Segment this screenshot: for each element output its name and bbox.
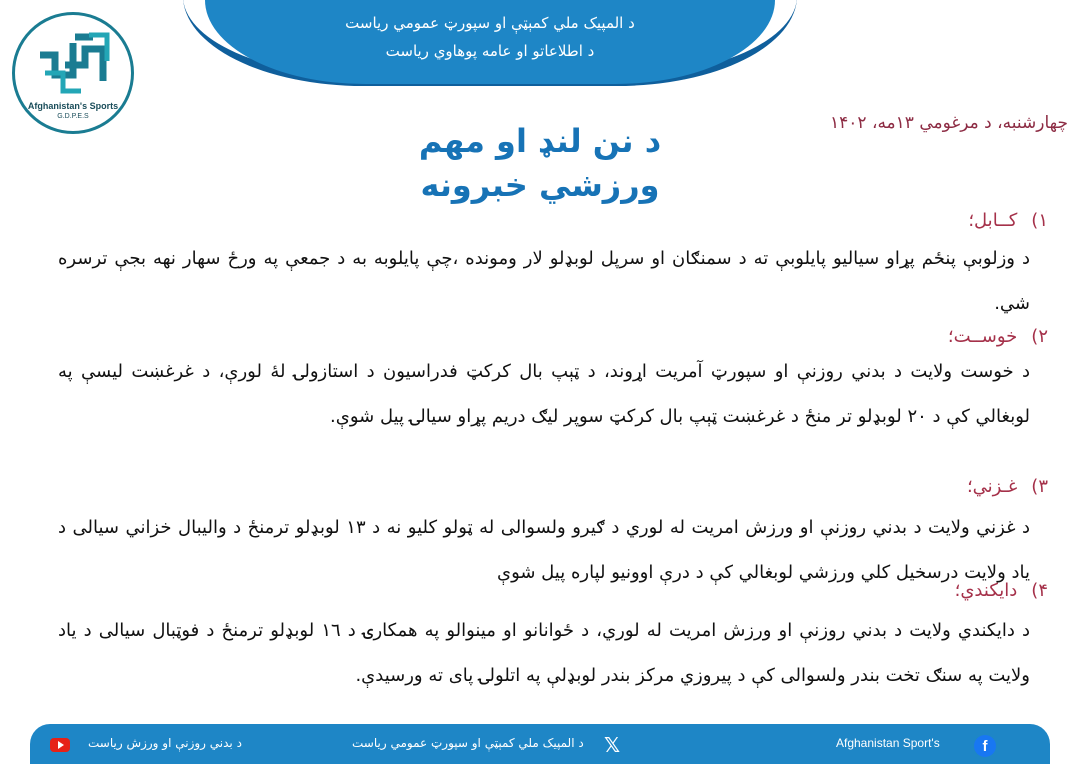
gdpes-logo <box>12 12 134 134</box>
section-number: ۳) <box>1031 476 1048 497</box>
section-body-ghazni: د غزني ولایت د بدني روزنې او ورزش امریت له لوري د ګیرو ولسوالی له ټولو کلیو نه د ۱۳ لوبډلو ترمنځ د والیبال خزاني سیالی د یاد ولایت درسخیل کلي ورزشي لوبغالي کې د درې اوونیو لپاره پیل شوې <box>58 517 1031 583</box>
footer-facebook-label: Afghanistan Sport's <box>836 736 940 750</box>
section-title: کــابل؛ <box>968 210 1018 231</box>
section-title: دایکندي؛ <box>954 580 1018 601</box>
section-body-khost: د خوست ولایت د بدني روزنې او سپورټ آمریت اړوند، د ټېپ بال کرکټ فدراسیون د استازولۍ لهٔ لورې، د غرغښت لیسې په لوبغالي کې د ۲۰ لوبډلو تر منځ د غرغښت ټېپ بال کرکټ سوپر لیګ دریم پړاو سیالۍ پیل شوې. <box>58 361 1030 427</box>
header-line-2: د اطلاعاتو او عامه پوهاوي ریاست <box>385 42 595 60</box>
page-title-line-1: د نن لنډ او مهم <box>418 122 662 160</box>
section-number: ۴) <box>1031 580 1048 601</box>
section-heading-ghazni <box>967 476 1048 497</box>
section-heading-daikundi <box>955 580 1048 601</box>
facebook-icon[interactable]: f <box>974 735 996 757</box>
section-body-kabul: د وزلوبې پنځم پړاو سیالیو پایلوبې ته د سمنګان او سرپل لوبډلو لار وموندە ،چې پایلوبه به د جمعې په ورځ سهار نهه بجې ترسره شي. <box>58 248 1030 314</box>
footer-youtube-label: د بدني روزنې او ورزش ریاست <box>88 736 242 750</box>
header-banner <box>205 0 775 84</box>
section-title: خوســت؛ <box>947 326 1018 347</box>
logo-caption: Afghanistan's Sports <box>27 101 119 111</box>
section-title: غـزني؛ <box>966 476 1018 497</box>
page-title-line-2: ورزشي خبرونه <box>420 166 660 204</box>
footer-bar <box>30 724 1050 764</box>
section-body-daikundi: د دایکندي ولایت د بدني روزنې او ورزش امریت له لوري، د ځوانانو او مینوالو په همکارۍ د ۱٦ لوبډلو ترمنځ د فوټبال سیالی د یاد ولایت په سنګ تخت بندر ولسوالی کې د پیروزي مرکز بندر لوبډلې په اتلولۍ پای ته ورسیدې. <box>58 620 1030 686</box>
logo-mark-icon <box>15 15 131 101</box>
section-heading-khost <box>948 326 1048 347</box>
section-number: ۲) <box>1031 326 1048 347</box>
logo-subcaption: G.D.P.E.S <box>57 113 89 120</box>
x-twitter-icon[interactable]: 𝕏 <box>604 733 621 757</box>
header-line-1: د المپیک ملي کمېټې او سپورټ عمومي ریاست <box>345 14 635 32</box>
section-heading-kabul <box>968 210 1048 231</box>
youtube-icon[interactable] <box>50 738 70 752</box>
date-text: چهارشنبه، د مرغومي ۱۳مه، ۱۴۰۲ <box>830 113 1068 133</box>
footer-x-label: د المپیک ملي کمېټې او سپورټ عمومي ریاست <box>352 736 584 750</box>
section-number: ۱) <box>1031 210 1048 231</box>
